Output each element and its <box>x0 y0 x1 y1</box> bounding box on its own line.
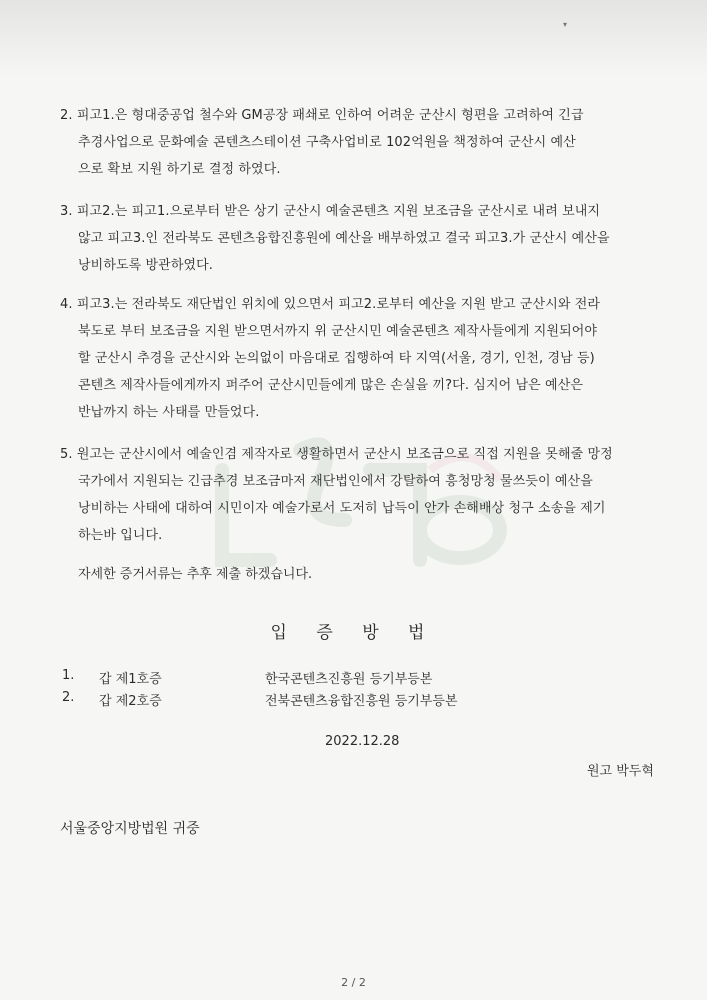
paragraph-5: 5. 원고는 군산시에서 예술인겸 제작자로 생활하면서 군산시 보조금으로 직접 지원을 못해줄 망정 국가에서 지원되는 긴급추경 보조금마저 재단법인에서 강탈하여 흥청망청 물쓰듯이 예산을 낭비하는 사태에 대하여 시민이자 예술가로서 도저히 납득이 안가 손해배상 청구 소송을 제기 하는바 입니다. <box>60 447 613 543</box>
paragraph-4: 4. 피고3.는 전라북도 재단법인 위치에 있으면서 피고2.로부터 예산을 지원 받고 군산시와 전라 북도로 부터 보조금을 지원 받으면서까지 위 군산시민 예술콘텐츠 제작사들에게 지원되어야 할 군산시 추경을 군산시와 논의없이 마음대로 집행하여 타 지역(서울, 경기, 인천, 경남 등) 콘텐츠 제작사들에게까지 퍼주어 군산시민들에게 많은 손실을 끼?다. 심지어 남은 예산은 반납까지 하는 사태를 만들었다. <box>60 297 601 420</box>
evidence-title: 입 증 방 법 <box>270 623 437 643</box>
plaintiff-signature: 원고 박두혁 <box>587 764 654 779</box>
paragraph-2: 2. 피고1.은 형대중공업 철수와 GM공장 패쇄로 인하여 어려운 군산시 형편을 고려하여 긴급 추경사업으로 문화예술 콘텐츠스테이션 구축사업비로 102억원을 책정하여 군산시 예산 으로 확보 지원 하기로 결정 하였다. <box>60 108 584 177</box>
evidence-description: 한국콘텐츠진흥원 등기부등본 <box>265 672 433 687</box>
evidence-number: 2. <box>62 690 75 705</box>
paragraph-3: 3. 피고2.는 피고1.으로부터 받은 상기 군산시 예술콘텐츠 지원 보조금을 군산시로 내려 보내지 않고 피고3.인 전라북도 콘텐츠융합진흥원에 예산을 배부하였고 결국 피고3.가 군산시 예산을 낭비하도록 방관하였다. <box>60 204 610 273</box>
evidence-code: 갑 제1호증 <box>99 672 162 687</box>
court-addressee: 서울중앙지방법원 귀중 <box>60 821 200 837</box>
paper-fold-shadow: ▾ <box>0 0 707 78</box>
page-number: 2 / 2 <box>341 976 366 989</box>
evidence-code: 갑 제2호증 <box>99 694 162 709</box>
closing-statement: 자세한 증거서류는 추후 제출 하겠습니다. <box>78 567 313 582</box>
filing-date: 2022.12.28 <box>325 734 400 749</box>
evidence-number: 1. <box>62 668 75 683</box>
evidence-description: 전북콘텐츠융합진흥원 등기부등본 <box>265 694 458 709</box>
